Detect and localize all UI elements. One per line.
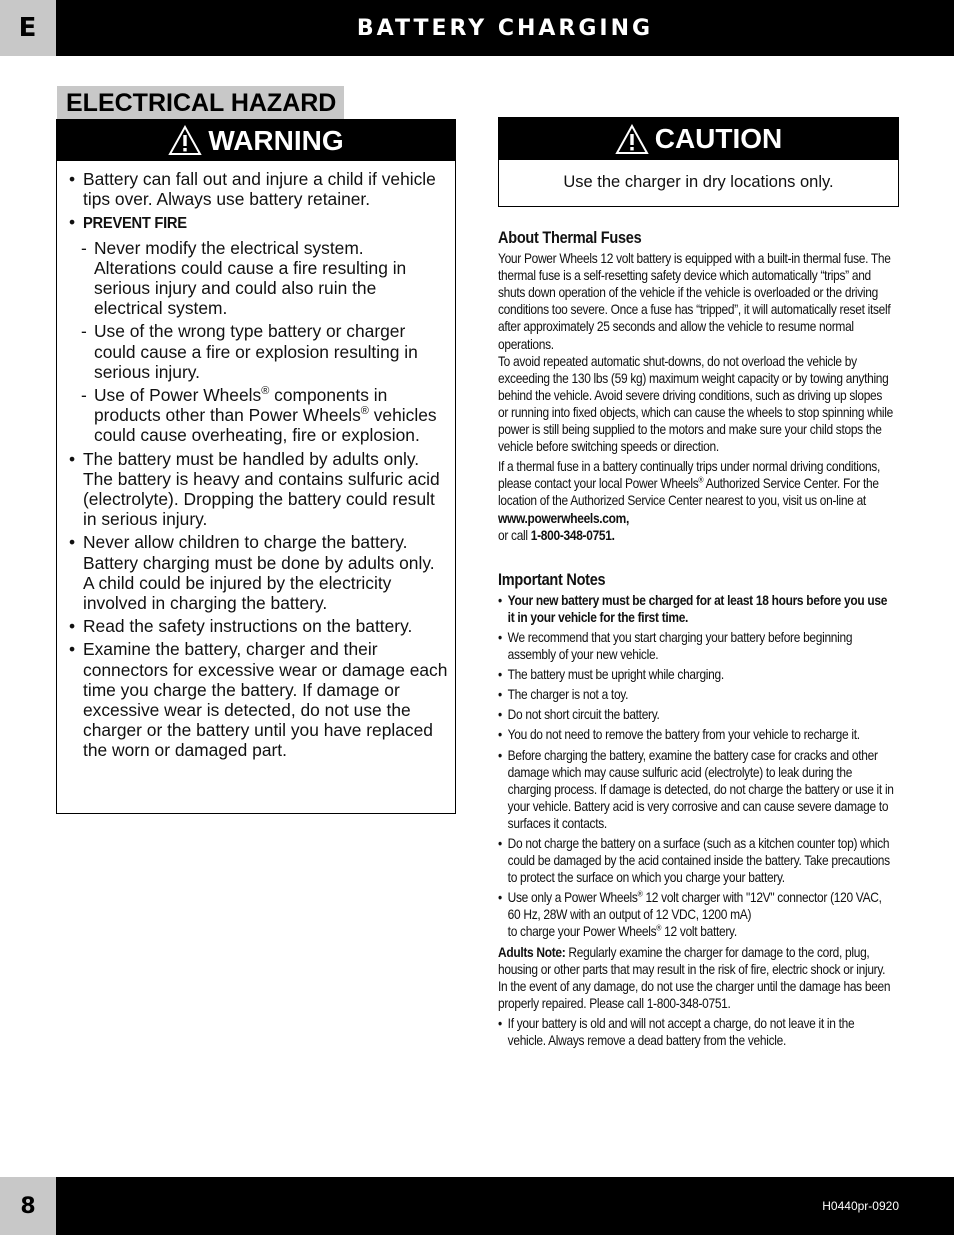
website-link[interactable]: www.powerwheels.com, bbox=[498, 510, 630, 526]
caution-box bbox=[498, 117, 899, 207]
note-item: • The charger is not a toy. bbox=[498, 687, 629, 703]
note-item: • The battery must be upright while charging. bbox=[498, 667, 724, 683]
note-item: • Do not charge the battery on a surface (such as a kitchen counter top) which could be damaged by the acid contained inside the battery. Take precautions to protect the surface on which you charge your battery. bbox=[498, 836, 890, 886]
adults-note: Adults Note: Regularly examine the charger for damage to the cord, plug, housing or other parts that may result in the risk of fire, electric shock or injury. In the event of any damage, do not use the charger until the damage has been properly repaired. Please call 1-800-348-0751. bbox=[498, 944, 891, 1011]
footer-bar bbox=[0, 1177, 954, 1235]
document-code: H0440pr-0920 bbox=[822, 1199, 899, 1213]
thermal-paragraph: Your Power Wheels 12 volt battery is equipped with a built-in thermal fuse. The thermal fuse is a self-resetting safety device which automatically “trips” and shuts down operation of the vehicle if the vehicle is overloaded or the driving conditions too severe. Once a fuse has “tripped”, it will automatically reset itself after approximately 25 seconds and allow the vehicle to resume normal operations. bbox=[498, 251, 891, 352]
page-number: 8 bbox=[0, 1177, 56, 1235]
note-item: • If your battery is old and will not accept a charge, do not leave it in the vehicle. Always remove a dead battery from the vehicle. bbox=[498, 1015, 855, 1049]
warning-item: • Examine the battery, charger and their connectors for excessive wear or damage each time you charge the battery. If damage or excessive wear is detected, do not use the charger or the battery until you have replaced the worn or damaged part. bbox=[69, 639, 448, 761]
electrical-hazard-tab: ELECTRICAL HAZARD bbox=[57, 86, 344, 119]
warning-subitem: - Use of Power Wheels® components in products other than Power Wheels® vehicles could cause overheating, fire or explosion. bbox=[81, 385, 437, 446]
caution-title: CAUTION bbox=[654, 123, 783, 154]
thermal-paragraph: To avoid repeated automatic shut-downs, do not overload the vehicle by exceeding the 130 lbs (59 kg) maximum weight capacity or by towing anything behind the vehicle. Avoid severe driving conditions, such as driving up slopes or running into fixed objects, which can cause the wheels to stop spinning while power is still being supplied to the motors and make sure your child stops the vehicle before switching speeds or direction. bbox=[498, 353, 893, 455]
warning-item: • PREVENT FIRE bbox=[69, 212, 449, 234]
warning-item: • The battery must be handled by adults only. The battery is heavy and contains sulfuric acid (electrolyte). Dropping the battery could result in serious injury. bbox=[69, 448, 440, 530]
language-tab: E bbox=[0, 0, 56, 56]
note-item: • Your new battery must be charged for at least 18 hours before you use it in your vehicle for the first time. bbox=[498, 592, 888, 625]
warning-box bbox=[56, 119, 456, 814]
right-column bbox=[498, 230, 894, 1052]
warning-item: • Never allow children to charge the battery. Battery charging must be done by adults only. A child could be injured by the electricity involved in charging the battery. bbox=[69, 532, 435, 614]
page-title: BATTERY CHARGING bbox=[356, 15, 654, 41]
note-item: • Use only a Power Wheels® 12 volt charger with "12V" connector (120 VAC, 60 Hz, 28W with an output of 12 VDC, 1200 mA) to charge your Power Wheels® 12 volt battery. bbox=[498, 889, 882, 940]
warning-triangle-icon bbox=[168, 125, 202, 156]
warning-title: WARNING bbox=[208, 124, 344, 156]
note-item: • Do not short circuit the battery. bbox=[498, 707, 660, 723]
caution-text: Use the charger in dry locations only. bbox=[563, 173, 834, 191]
thermal-fuses-heading: About Thermal Fuses bbox=[498, 229, 642, 247]
warning-subitem: - Never modify the electrical system. Alterations could cause a fire resulting in serious injury and could also ruin the electrical system. bbox=[81, 237, 407, 319]
phone-number: 1-800-348-0751. bbox=[530, 527, 615, 543]
caution-triangle-icon bbox=[615, 124, 649, 155]
caution-header bbox=[499, 118, 898, 160]
warning-subitem: - Use of the wrong type battery or charger could cause a fire or explosion resulting in serious injury. bbox=[81, 321, 418, 382]
prevent-fire-heading: PREVENT FIRE bbox=[83, 215, 187, 233]
warning-item: • Battery can fall out and injure a child if vehicle tips over. Always use battery retainer. bbox=[69, 169, 436, 210]
important-notes-heading: Important Notes bbox=[498, 570, 606, 589]
warning-item: • Read the safety instructions on the battery. bbox=[69, 616, 413, 637]
note-item: • Before charging the battery, examine the battery case for cracks and other damage which may cause sulfuric acid (electrolyte) to leak during the charging process. If damage is detected, do not charge the battery or use it in your vehicle. Battery acid is very corrosive and can cause severe damage to surfaces it contacts. bbox=[498, 747, 894, 831]
note-item: • We recommend that you start charging your battery before beginning assembly of your new vehicle. bbox=[498, 629, 853, 663]
thermal-paragraph: If a thermal fuse in a battery continually trips under normal driving conditions, please contact your local Power Wheels® Authorized Service Center. For the location of the Authorized Service Center nearest to you, visit us on-line at www.powerwheels.com, or call 1-800-348-0751. bbox=[498, 459, 880, 543]
note-item: • You do not need to remove the battery from your vehicle to recharge it. bbox=[498, 727, 860, 743]
warning-header bbox=[57, 120, 455, 161]
